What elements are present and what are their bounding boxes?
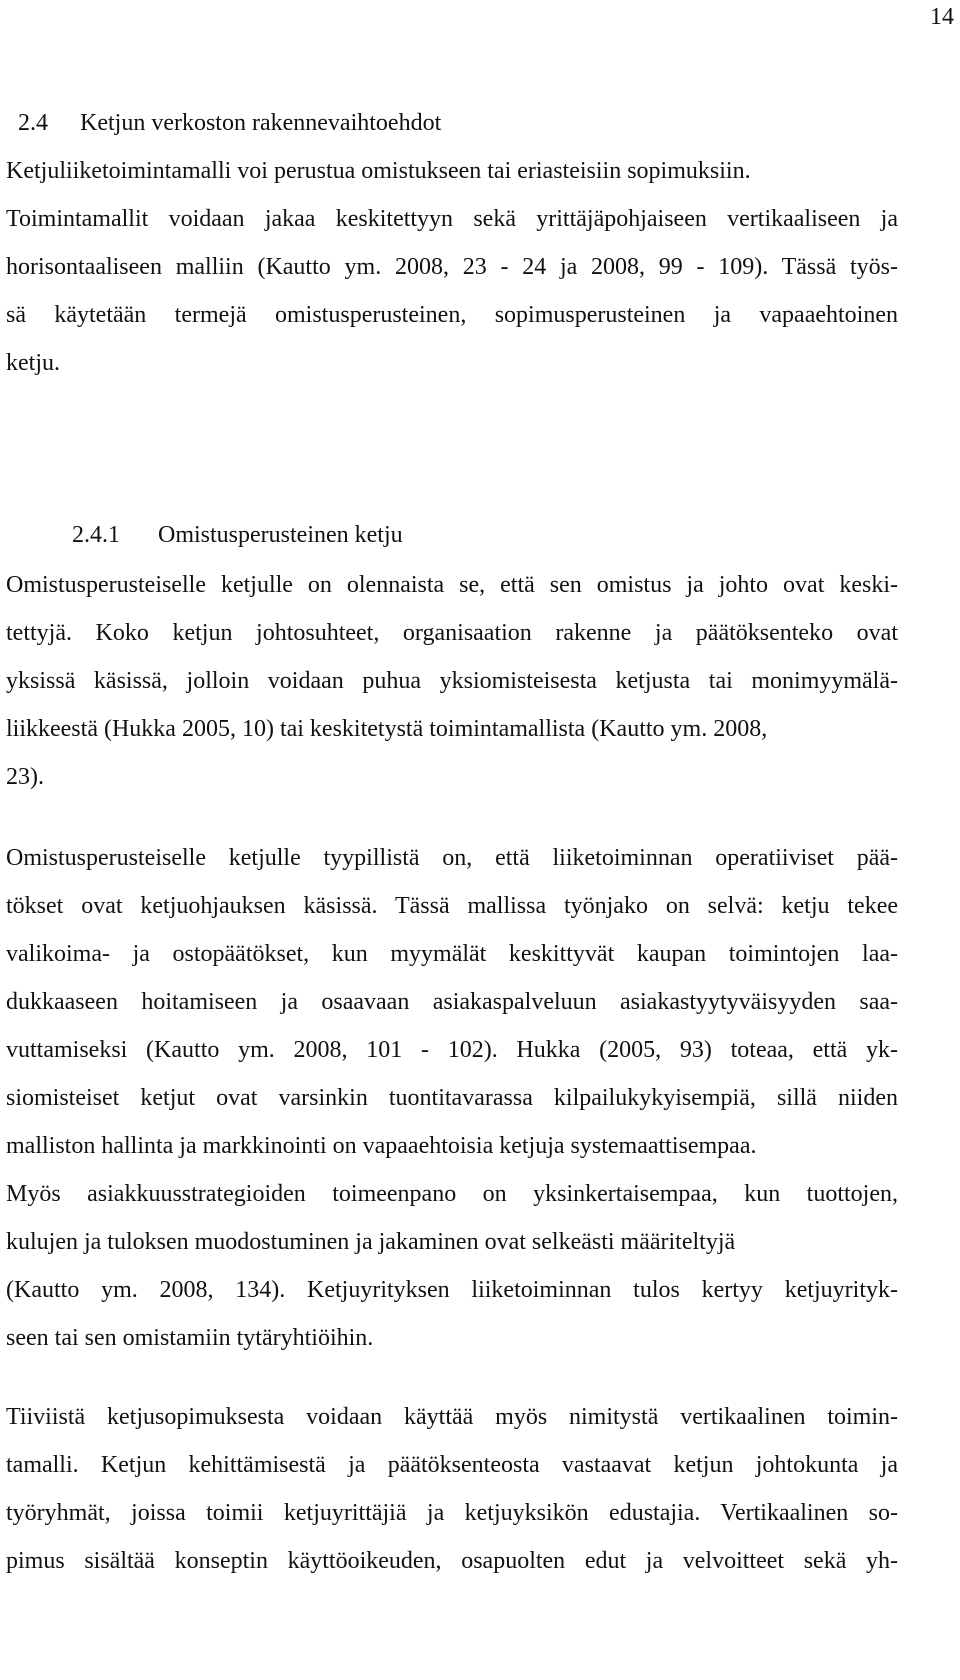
paragraph-line: 23). (6, 764, 44, 790)
section-heading (6, 78, 441, 138)
paragraph-line: ketju. (6, 350, 60, 376)
section-title: Ketjun verkoston rakennevaihtoehdot (80, 110, 442, 136)
paragraph-line: siomisteiset ketjut ovat varsinkin tuontitavarassa kilpailukykyisempiä, sillä niiden (6, 1085, 898, 1111)
paragraph-line: (Kautto ym. 2008, 134). Ketjuyrityksen liiketoiminnan tulos kertyy ketjuyrityk- (6, 1277, 898, 1303)
paragraph-line: sä käytetään termejä omistusperusteinen, sopimusperusteinen ja vapaaehtoinen (6, 302, 898, 328)
page-number: 14 (930, 4, 954, 30)
paragraph-line: Omistusperusteiselle ketjulle tyypillistä on, että liiketoiminnan operatiiviset pää- (6, 845, 898, 871)
paragraph-line: Omistusperusteiselle ketjulle on olennaista se, että sen omistus ja johto ovat keski- (6, 572, 898, 598)
paragraph-line: tamalli. Ketjun kehittämisestä ja päätöksenteosta vastaavat ketjun johtokunta ja (6, 1452, 898, 1478)
paragraph-line: liikkeestä (Hukka 2005, 10) tai keskitetystä toimintamallista (Kautto ym. 2008, (6, 716, 768, 742)
paragraph-line: vuttamiseksi (Kautto ym. 2008, 101 - 102). Hukka (2005, 93) toteaa, että yk- (6, 1037, 898, 1063)
paragraph-line: Ketjuliiketoimintamalli voi perustua omistukseen tai eriasteisiin sopimuksiin. (6, 158, 751, 184)
paragraph-line: tökset ovat ketjuohjauksen käsissä. Tässä mallissa työnjako on selvä: ketju tekee (6, 893, 898, 919)
paragraph-line: kulujen ja tuloksen muodostuminen ja jakaminen ovat selkeästi määriteltyjä (6, 1229, 736, 1255)
paragraph-line: työryhmät, joissa toimii ketjuyrittäjiä ja ketjuyksikön edustajia. Vertikaalinen so- (6, 1500, 898, 1526)
paragraph-line: seen tai sen omistamiin tytäryhtiöihin. (6, 1325, 374, 1351)
paragraph-line: dukkaaseen hoitamiseen ja osaavaan asiakaspalveluun asiakastyytyväisyyden saa- (6, 989, 898, 1015)
paragraph-line: Myös asiakkuusstrategioiden toimeenpano on yksinkertaisempaa, kun tuottojen, (6, 1181, 898, 1207)
paragraph-line: pimus sisältää konseptin käyttöoikeuden, osapuolten edut ja velvoitteet sekä yh- (6, 1548, 898, 1574)
section-number: 2.4 (18, 110, 48, 136)
paragraph-line: horisontaaliseen malliin (Kautto ym. 2008, 23 - 24 ja 2008, 99 - 109). Tässä työs- (6, 254, 898, 280)
subsection-heading (60, 490, 403, 550)
paragraph-line: yksissä käsissä, jolloin voidaan puhua yksiomisteisesta ketjusta tai monimyymälä- (6, 668, 898, 694)
paragraph-line: Tiiviistä ketjusopimuksesta voidaan käyttää myös nimitystä vertikaalinen toimin- (6, 1404, 898, 1430)
subsection-number: 2.4.1 (72, 522, 120, 548)
subsection-title: Omistusperusteinen ketju (158, 522, 403, 548)
paragraph-line: malliston hallinta ja markkinointi on vapaaehtoisia ketjuja systemaattisempaa. (6, 1133, 757, 1159)
paragraph-line: tettyjä. Koko ketjun johtosuhteet, organisaation rakenne ja päätöksenteko ovat (6, 620, 898, 646)
paragraph-line: valikoima- ja ostopäätökset, kun myymälät keskittyvät kaupan toimintojen laa- (6, 941, 898, 967)
paragraph-line: Toimintamallit voidaan jakaa keskitettyyn sekä yrittäjäpohjaiseen vertikaaliseen ja (6, 206, 898, 232)
